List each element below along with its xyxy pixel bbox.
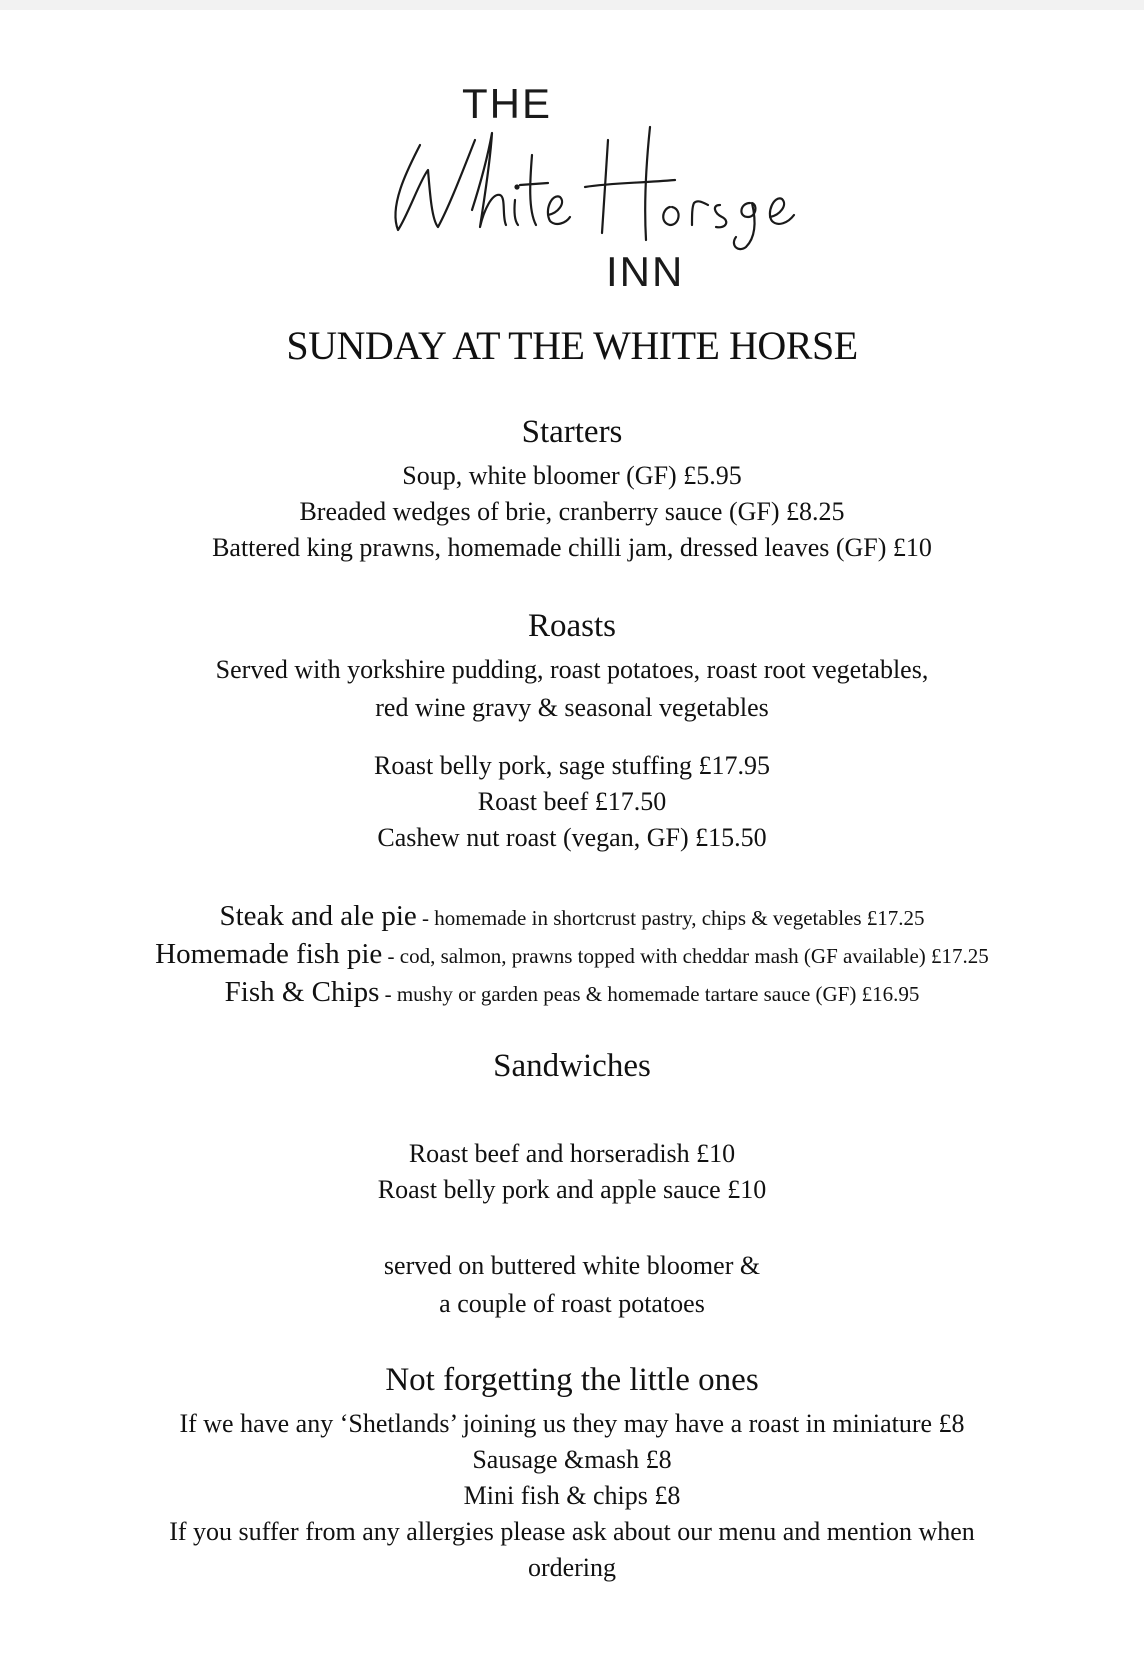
roasts-served-with: red wine gravy & seasonal vegetables bbox=[375, 693, 769, 722]
roast-item: Roast belly pork, sage stuffing £17.95 bbox=[374, 751, 770, 780]
inn-logo bbox=[380, 70, 820, 300]
starter-item: Breaded wedges of brie, cranberry sauce (GF) £8.25 bbox=[299, 497, 845, 526]
starter-item: Soup, white bloomer (GF) £5.95 bbox=[402, 461, 742, 490]
allergy-note: If you suffer from any allergies please ask about our menu and mention when bbox=[169, 1517, 975, 1546]
allergy-note: ordering bbox=[527, 1553, 617, 1582]
sandwich-item: Roast belly pork and apple sauce £10 bbox=[377, 1175, 767, 1204]
sandwich-note: a couple of roast potatoes bbox=[439, 1289, 705, 1318]
main-item-desc: - cod, salmon, prawns topped with cheddar mash (GF available) £17.25 bbox=[382, 944, 989, 968]
main-item-desc: - homemade in shortcrust pastry, chips & vegetables £17.25 bbox=[416, 906, 925, 930]
menu-headline: SUNDAY AT THE WHITE HORSE bbox=[286, 323, 858, 368]
main-item bbox=[0, 936, 1144, 974]
main-item bbox=[0, 974, 1144, 1012]
main-item-name: Fish & Chips bbox=[224, 976, 380, 1008]
roasts-title: Roasts bbox=[527, 608, 616, 644]
roast-item: Cashew nut roast (vegan, GF) £15.50 bbox=[377, 823, 767, 852]
starters-title: Starters bbox=[521, 414, 623, 450]
sandwiches-title: Sandwiches bbox=[493, 1048, 651, 1084]
logo-inn-text: INN bbox=[606, 248, 685, 295]
top-border bbox=[0, 0, 1144, 10]
logo-the-text: THE bbox=[462, 80, 552, 127]
main-item-name: Homemade fish pie bbox=[155, 938, 383, 970]
main-item-name: Steak and ale pie bbox=[219, 900, 417, 932]
sandwich-note: served on buttered white bloomer & bbox=[383, 1251, 761, 1280]
roast-item: Roast beef £17.50 bbox=[477, 787, 667, 816]
main-item-desc: - mushy or garden peas & homemade tartare sauce (GF) £16.95 bbox=[379, 982, 920, 1006]
little-ones-item: Sausage &mash £8 bbox=[472, 1445, 672, 1474]
starter-item: Battered king prawns, homemade chilli jam, dressed leaves (GF) £10 bbox=[212, 533, 932, 562]
sandwich-item: Roast beef and horseradish £10 bbox=[408, 1139, 736, 1168]
main-item bbox=[0, 898, 1144, 936]
roasts-served-with: Served with yorkshire pudding, roast potatoes, roast root vegetables, bbox=[215, 655, 929, 684]
little-ones-item: If we have any ‘Shetlands’ joining us they may have a roast in miniature £8 bbox=[179, 1409, 965, 1438]
little-ones-title: Not forgetting the little ones bbox=[385, 1362, 759, 1398]
logo-script-white-horse bbox=[380, 125, 820, 255]
little-ones-item: Mini fish & chips £8 bbox=[463, 1481, 681, 1510]
